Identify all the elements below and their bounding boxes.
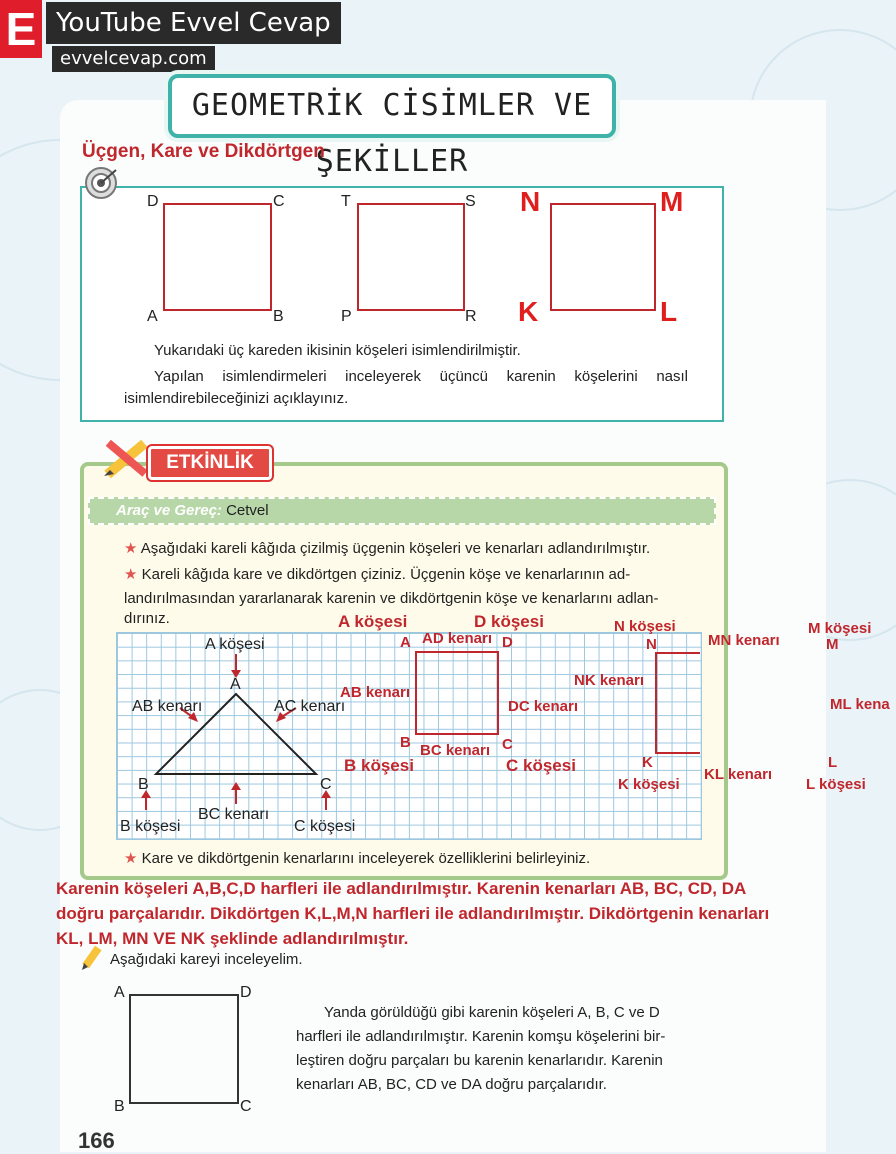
activity-item-2	[124, 562, 630, 588]
tools-value: Cetvel	[226, 502, 269, 519]
square-3-label-k: K	[518, 296, 539, 327]
sq-d-corner: D köşesi	[474, 612, 544, 631]
triangle-a-corner: A köşesi	[205, 636, 265, 653]
question-line-2: Yapılan isimlendirmeleri inceleyerek üçüncü karenin köşelerini nasıl	[154, 368, 688, 385]
page-number: 166	[78, 1128, 115, 1153]
answer-text	[56, 876, 886, 951]
review-line-3: leştiren doğru parçaları bu karenin kenarlarıdır. Karenin	[296, 1052, 663, 1069]
rect-n-corner: N köşesi	[614, 618, 676, 635]
activity-item-1-text: Aşağıdaki kareli kâğıda çizilmiş üçgenin köşeleri ve kenarları adlandırılmıştır.	[140, 540, 651, 557]
answer-line-2: doğru parçalarıdır. Dikdörtgen K,L,M,N harfleri ile adlandırılmıştır. Dikdörtgenin kenarları	[56, 904, 770, 923]
square-1-label-b: B	[273, 308, 284, 325]
review-label-b: B	[114, 1098, 125, 1115]
square-1	[163, 203, 272, 311]
rect-label-k: K	[642, 754, 653, 771]
tools-bar	[88, 497, 716, 525]
triangle-label-c: C	[320, 776, 332, 793]
rect-mn-edge: MN kenarı	[708, 632, 780, 649]
triangle-ab-edge: AB kenarı	[132, 698, 203, 715]
triangle-bc-edge: BC kenarı	[198, 806, 270, 823]
review-label-d: D	[240, 984, 252, 1001]
review-label-a: A	[114, 984, 125, 1001]
square-1-label-a: A	[147, 308, 158, 325]
activity-item-1	[124, 536, 650, 562]
activity-item-2-line-2: landırılmasından yararlanarak karenin ve dikdörtgenin köşe ve kenarlarını adlan-	[124, 590, 659, 607]
square-1-label-c: C	[273, 193, 285, 210]
channel-logo: E	[0, 0, 42, 58]
sq-a-corner: A köşesi	[338, 612, 408, 631]
square-3-label-m: M	[660, 186, 684, 217]
answer-line-1: Karenin köşeleri A,B,C,D harfleri ile adlandırılmıştır. Karenin kenarları AB, BC, CD, DA	[56, 879, 747, 898]
square-2	[357, 203, 465, 311]
rect-label-m: M	[826, 636, 839, 653]
triangle-ac-edge: AC kenarı	[274, 698, 346, 715]
activity-item-2-text: Kareli kâğıda kare ve dikdörtgen çiziniz. Üçgenin köşe ve kenarlarının ad-	[141, 566, 631, 583]
review-line-4: kenarları AB, BC, CD ve DA doğru parçalarıdır.	[296, 1076, 607, 1093]
rect-label-l: L	[828, 754, 838, 771]
tools-key: Araç ve Gereç:	[116, 502, 222, 519]
star-icon: ★	[124, 540, 138, 557]
star-icon: ★	[124, 850, 138, 867]
sq-b-corner: B köşesi	[344, 756, 414, 775]
square-3	[550, 203, 656, 311]
square-2-label-r: R	[465, 308, 477, 325]
review-label-c: C	[240, 1098, 252, 1115]
square-2-label-t: T	[341, 193, 351, 210]
rect-kl-edge: KL kenarı	[704, 766, 773, 783]
review-square	[129, 994, 239, 1104]
target-icon	[84, 166, 118, 200]
rect-label-n: N	[646, 636, 657, 653]
square-1-label-d: D	[147, 193, 159, 210]
sq-dc-edge: DC kenarı	[508, 698, 579, 715]
review-line-1: Yanda görüldüğü gibi karenin köşeleri A, B, C ve D	[324, 1004, 660, 1021]
page-title: GEOMETRİK CİSİMLER VE ŞEKİLLER	[168, 74, 616, 138]
review-line-2: harfleri ile adlandırılmıştır. Karenin komşu köşelerini bir-	[296, 1028, 666, 1045]
channel-name: YouTube Evvel Cevap	[46, 2, 341, 44]
triangle-label-a: A	[230, 676, 241, 693]
activity-item-3	[124, 846, 590, 872]
review-heading: Aşağıdaki kareyi inceleyelim.	[110, 951, 303, 968]
rect-ml-edge: ML kena	[830, 696, 890, 713]
activity-item-3-text: Kare ve dikdörtgenin kenarlarını inceleyerek özelliklerini belirleyiniz.	[141, 850, 591, 867]
sq-ad-edge: AD kenarı	[422, 630, 493, 647]
activity-item-2-line-3: dırınız.	[124, 610, 170, 627]
rect-k-corner: K köşesi	[618, 776, 680, 793]
pencil-icon	[80, 944, 106, 972]
sq-label-d: D	[502, 634, 513, 651]
sq-label-b: B	[400, 734, 411, 751]
rect-l-corner: L köşesi	[806, 776, 866, 793]
sq-ab-edge: AB kenarı	[340, 684, 411, 701]
star-icon: ★	[124, 566, 138, 583]
square-2-label-p: P	[341, 308, 352, 325]
sq-bc-edge: BC kenarı	[420, 742, 491, 759]
answer-line-3: KL, LM, MN VE NK şeklinde adlandırılmıştır.	[56, 929, 409, 948]
triangle-b-corner: B köşesi	[120, 818, 181, 835]
rect-nk-edge: NK kenarı	[574, 672, 645, 689]
question-line-1: Yukarıdaki üç kareden ikisinin köşeleri isimlendirilmiştir.	[154, 342, 521, 359]
question-line-3: isimlendirebileceğinizi açıklayınız.	[124, 390, 349, 407]
sq-label-c: C	[502, 736, 513, 753]
square-2-label-s: S	[465, 193, 476, 210]
activity-badge: ETKİNLİK	[148, 446, 272, 480]
sq-label-a: A	[400, 634, 411, 651]
triangle-c-corner: C köşesi	[294, 818, 356, 835]
square-3-label-n: N	[520, 186, 541, 217]
rect-m-corner: M köşesi	[808, 620, 872, 637]
sq-c-corner: C köşesi	[506, 756, 576, 775]
square-3-label-l: L	[660, 296, 678, 327]
section-title: Üçgen, Kare ve Dikdörtgen	[82, 141, 325, 162]
channel-site: evvelcevap.com	[52, 46, 215, 72]
pencil-ruler-icon	[98, 434, 154, 482]
triangle-label-b: B	[138, 776, 149, 793]
